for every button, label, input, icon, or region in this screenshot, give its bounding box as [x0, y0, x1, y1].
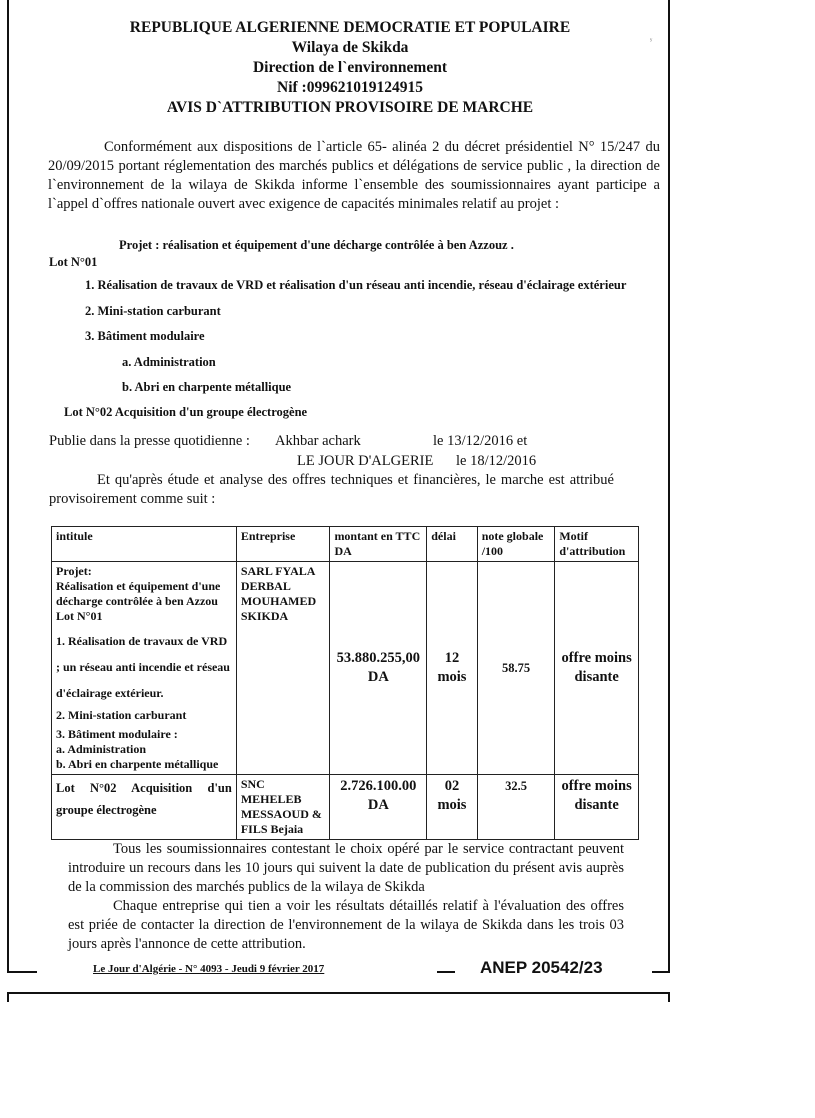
publication-date-1: le 13/12/2016 et	[433, 433, 528, 449]
scan-mark: ʸ	[650, 36, 653, 45]
row1-note: 58.75	[477, 562, 555, 775]
row1-montant: 53.880.255,00 DA	[330, 562, 427, 775]
footer-source: Le Jour d'Algérie - N° 4093 - Jeudi 9 février 2017	[93, 963, 325, 975]
recours-paragraph: Tous les soumissionnaires contestant le choix opéré par le service contractant peuvent introduire un recours dans les 10 jours qui suivent la date de publication du présent avis auprès de la commission des marchés publics de la wilaya de Skikda	[68, 841, 624, 895]
notice-body	[40, 18, 660, 214]
footer-rule-right	[652, 971, 670, 973]
contact-paragraph: Chaque entreprise qui tien a voir les résultats détaillés relatif à l'évaluation des offres est priée de contacter la direction de l'environnement de la wilaya de Skikda dans les trois 03 jours après l'annonce de cette attribution.	[68, 898, 624, 952]
row2-motif: offre moins disante	[555, 775, 639, 840]
row1-motif: offre moins disante	[555, 562, 639, 775]
table-row	[52, 562, 639, 775]
row1-intitule-projet: Projet:	[56, 564, 92, 578]
lot1-item-2: 2. Mini-station carburant	[85, 304, 221, 318]
row2-entreprise: SNC MEHELEB MESSAOUD & FILS Bejaia	[236, 775, 330, 840]
next-notice-frame	[7, 992, 670, 1002]
row1-intitule	[52, 562, 237, 775]
row1-intitule-sub-a: a. Administration	[56, 742, 147, 756]
lot1-sub-b: b. Abri en charpente métallique	[122, 380, 292, 394]
publication-paper-1: Akhbar achark	[275, 433, 361, 449]
anep-reference: ANEP 20542/23	[480, 958, 603, 977]
header-republic: REPUBLIQUE ALGERIENNE DEMOCRATIE ET POPULAIRE	[129, 19, 571, 36]
lot1-item-3: 3. Bâtiment modulaire	[85, 329, 205, 343]
table-header-cell: Entreprise	[236, 527, 330, 562]
row1-entreprise: SARL FYALA DERBAL MOUHAMED SKIKDA	[236, 562, 330, 775]
analyse-paragraph: Et qu'après étude et analyse des offres techniques et financières, le marche est attribué provisoirement comme suit :	[49, 472, 614, 507]
page-frame-left	[7, 0, 9, 972]
table-row	[52, 775, 639, 840]
table-header-cell: délai	[427, 527, 477, 562]
table-header-cell: intitule	[52, 527, 237, 562]
row1-intitule-description: Réalisation et équipement d'une décharge contrôlée à ben Azzou	[56, 579, 221, 608]
row2-intitule: Lot N°02 Acquisition d'un groupe électrogène	[52, 775, 237, 840]
intro-paragraph: Conformément aux dispositions de l`article 65- alinéa 2 du décret présidentiel N° 15/247 du 20/09/2015 portant réglementation des marchés publics et délégations de service public , la direction de l`environnement de la wilaya de Skikda informe l`ensemble des soumissionnaires ayant participe a l`appel d`offres nationale ouvert avec exigence de capacités minimales relatif au projet :	[48, 139, 660, 212]
header-direction: Direction de l`environnement	[252, 59, 447, 76]
row1-intitule-item2: 2. Mini-station carburant	[56, 708, 187, 722]
row1-intitule-sub-b: b. Abri en charpente métallique	[56, 757, 219, 771]
footer-rule-middle	[437, 971, 455, 973]
row1-intitule-item3: 3. Bâtiment modulaire :	[56, 727, 178, 741]
lot2-line: Lot N°02 Acquisition d'un groupe électrogène	[64, 405, 308, 419]
row1-intitule-lot: Lot N°01	[56, 609, 103, 623]
table-header-cell: note globale /100	[477, 527, 555, 562]
row2-montant: 2.726.100.00 DA	[330, 775, 427, 840]
header-nif: Nif :099621019124915	[277, 79, 423, 96]
row2-note: 32.5	[477, 775, 555, 840]
projet-line: Projet : réalisation et équipement d'une décharge contrôlée à ben Azzouz .	[119, 238, 514, 252]
table-header-cell: montant en TTC DA	[330, 527, 427, 562]
table-header-cell: Motif d'attribution	[555, 527, 639, 562]
row1-delai: 12 mois	[427, 562, 477, 775]
row2-delai: 02 mois	[427, 775, 477, 840]
attribution-table	[51, 526, 639, 840]
page-frame-right	[668, 0, 670, 972]
lot1-item-1: 1. Réalisation de travaux de VRD et réalisation d'un réseau anti incendie, réseau d'éclairage extérieur	[85, 278, 627, 292]
lot1-title: Lot N°01	[49, 255, 98, 269]
header-avis-title: AVIS D`ATTRIBUTION PROVISOIRE DE MARCHE	[166, 99, 534, 116]
table-header-row	[52, 527, 639, 562]
header-wilaya: Wilaya de Skikda	[291, 39, 409, 56]
lot1-sub-a: a. Administration	[122, 355, 216, 369]
row1-intitule-item1: 1. Réalisation de travaux de VRD ; un réseau anti incendie et réseau d'éclairage extérieur.	[56, 634, 230, 700]
publication-label: Publie dans la presse quotidienne :	[49, 433, 250, 449]
publication-date-2: le 18/12/2016	[456, 453, 537, 469]
publication-paper-2: LE JOUR D'ALGERIE	[297, 453, 434, 469]
notice-header	[40, 18, 660, 118]
footer-rule-left	[7, 971, 37, 973]
